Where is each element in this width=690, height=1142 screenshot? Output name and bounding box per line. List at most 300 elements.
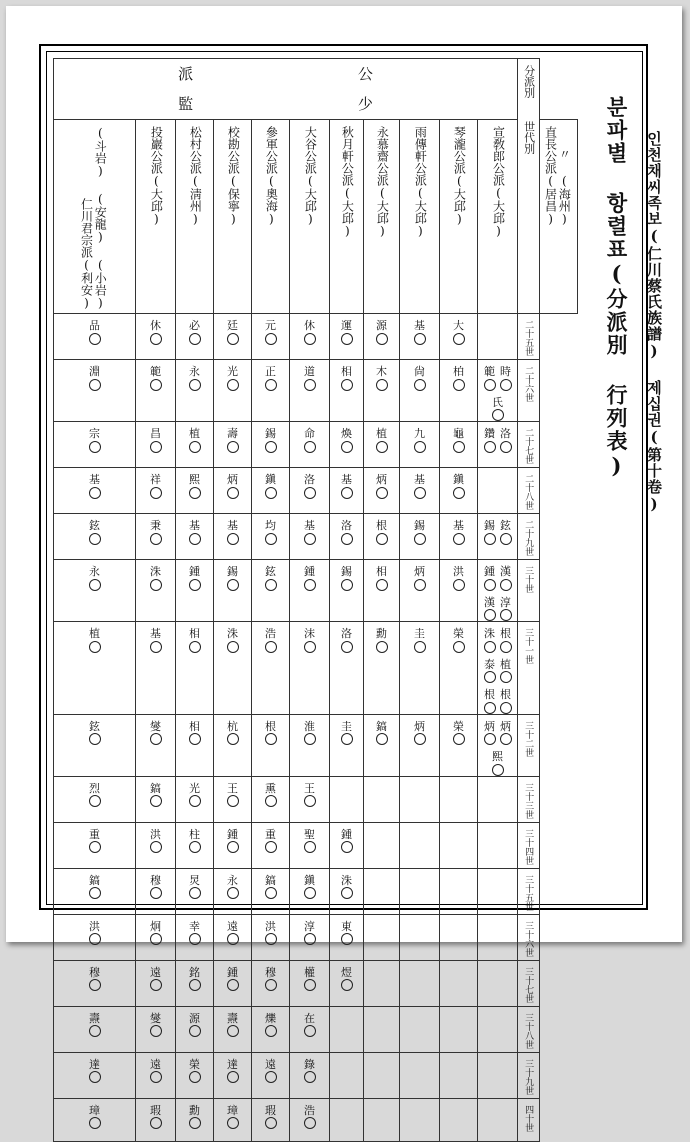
generation-name: 洙 [484,628,496,653]
name-circle-icon [265,641,277,653]
generation-label: 三十一世 [523,628,534,665]
name-circle-icon [500,671,512,683]
generation-name: 洙 [227,628,239,653]
name-cell [290,560,330,622]
generation-name: 根 [376,520,388,545]
generation-name: 聖 [304,829,316,854]
generation-name: 幸 [189,921,201,946]
name-circle-icon [150,379,162,391]
generation-name: 鍾 [304,566,316,591]
name-cell [136,776,176,822]
name-circle-icon [150,533,162,545]
generation-name: 休 [304,320,316,345]
name-cell [252,560,290,622]
name-circle-icon [89,795,101,807]
generation-name: 根 [500,628,512,653]
generation-name: 昌 [150,428,162,453]
name-circle-icon [265,441,277,453]
name-cell [364,360,400,422]
generation-name: 遠 [227,921,239,946]
name-cell [478,822,518,868]
generation-name: 基 [189,520,201,545]
generation-name: 璋 [89,1105,101,1130]
generation-name: 鍾 [227,829,239,854]
name-cell [364,422,400,468]
generation-name: 錫 [265,428,277,453]
name-circle-icon [189,441,201,453]
generation-name: 達 [227,1059,239,1084]
generation-name: 鎬 [376,721,388,746]
name-circle-icon [189,579,201,591]
name-circle-icon [189,733,201,745]
name-cell [330,1098,364,1141]
side-title: 인천채씨족보(仁川蔡氏族譜) 제십권(第十卷) [645,131,663,514]
generation-name: 永 [227,875,239,900]
generation-name: 穆 [89,967,101,992]
name-circle-icon [150,641,162,653]
generation-label: 二十八世 [523,474,534,511]
name-circle-icon [227,979,239,991]
name-circle-icon [189,1025,201,1037]
name-cell [214,914,252,960]
generation-name: 熏 [265,783,277,808]
name-cell [252,868,290,914]
name-cell [364,1052,400,1098]
generation-row [54,914,578,960]
generation-name: 鍾 [227,967,239,992]
generation-name: 範 [484,366,496,391]
generation-name: 祥 [150,474,162,499]
generation-label: 三十世 [523,566,534,594]
name-circle-icon [189,841,201,853]
name-circle-icon [376,579,388,591]
name-cell [440,560,478,622]
name-circle-icon [189,641,201,653]
name-cell [252,960,290,1006]
branch-label: 校勘公派(保寧) [226,126,241,226]
generation-name: 鎬 [150,783,162,808]
generation-row [54,560,578,622]
generation-name: 相 [376,566,388,591]
generation-name: 銘 [189,967,201,992]
name-circle-icon [189,795,201,807]
generation-row [54,422,578,468]
name-circle-icon [484,641,496,653]
name-circle-icon [341,379,353,391]
generation-name: 榮 [189,1059,201,1084]
name-circle-icon [341,441,353,453]
name-cell [478,468,518,514]
generation-label: 二十五世 [523,320,534,356]
name-circle-icon [304,1117,316,1129]
name-circle-icon [304,979,316,991]
name-circle-icon [265,887,277,899]
name-cell [176,360,214,422]
name-cell [290,514,330,560]
name-cell [364,514,400,560]
name-circle-icon [265,533,277,545]
name-cell [54,1098,136,1141]
name-cell [440,914,478,960]
name-cell [54,776,136,822]
name-cell [440,714,478,776]
generation-name: 永 [189,366,201,391]
name-cell [176,622,214,715]
name-cell [136,1052,176,1098]
name-circle-icon [500,379,512,391]
generation-label: 四十世 [523,1104,534,1132]
name-cell [440,422,478,468]
name-circle-icon [341,533,353,545]
branch-label: 大谷公派(大邱) [303,126,318,226]
name-circle-icon [376,641,388,653]
branch-sublabel: (斗岩) (安龍) (小岩) [93,126,108,310]
name-cell [252,1006,290,1052]
name-circle-icon [265,487,277,499]
name-circle-icon [89,579,101,591]
generation-name: 永 [89,566,101,591]
generation-name: 相 [341,366,353,391]
fenpai-label: 分派別 [522,65,536,98]
generation-name: 瑕 [265,1105,277,1130]
branch-header [54,120,136,314]
generation-label-cell [518,960,540,1006]
name-circle-icon [304,933,316,945]
name-cell [440,960,478,1006]
name-cell [400,714,440,776]
name-circle-icon [304,795,316,807]
name-cell [136,1098,176,1141]
generation-name: 炳 [376,474,388,499]
branch-header [290,120,330,314]
generation-name: 熙 [189,474,201,499]
name-circle-icon [265,1117,277,1129]
name-circle-icon [227,795,239,807]
name-circle-icon [265,933,277,945]
generation-name: 淳 [500,597,512,622]
generation-name: 洪 [453,566,465,591]
generation-row [54,1052,578,1098]
generation-name: 達 [89,1059,101,1084]
name-circle-icon [265,379,277,391]
name-cell [478,314,518,360]
generation-name: 炅 [189,875,201,900]
name-cell [54,914,136,960]
name-cell [364,1098,400,1141]
name-circle-icon [484,733,496,745]
name-circle-icon [89,979,101,991]
name-cell [54,468,136,514]
name-circle-icon [89,533,101,545]
name-circle-icon [376,333,388,345]
name-circle-icon [89,441,101,453]
generation-label: 二十七世 [523,428,534,465]
generation-name: 遠 [150,1059,162,1084]
name-cell [176,960,214,1006]
generation-label-cell [518,1006,540,1052]
generation-label: 三十八世 [523,1012,534,1049]
generation-label-cell [518,1052,540,1098]
name-circle-icon [304,733,316,745]
name-circle-icon [453,533,465,545]
branch-sublabel: 〃 (海州) [557,148,572,226]
name-circle-icon [150,441,162,453]
generation-name: 淵 [89,366,101,391]
name-cell [214,960,252,1006]
branch-label: 琴瀧公派(大邱) [452,126,467,226]
name-cell [214,822,252,868]
name-cell [176,560,214,622]
generation-name: 鍾 [484,566,496,591]
name-cell [440,514,478,560]
name-cell [136,560,176,622]
generation-name: 炳 [414,721,426,746]
generation-name: 基 [414,474,426,499]
generation-name: 鉉 [89,520,101,545]
name-cell [364,960,400,1006]
name-circle-icon [376,733,388,745]
generation-label-cell [518,514,540,560]
name-circle-icon [150,487,162,499]
generation-name: 休 [150,320,162,345]
generation-name: 浩 [304,1105,316,1130]
name-cell [252,714,290,776]
name-circle-icon [453,333,465,345]
generation-name: 炳 [500,721,512,746]
name-cell [440,776,478,822]
generation-name: 基 [89,474,101,499]
generation-name: 瑕 [150,1105,162,1130]
name-circle-icon [89,1025,101,1037]
generation-label-cell [518,714,540,776]
name-cell [214,868,252,914]
generation-name: 權 [304,967,316,992]
generation-label: 二十九世 [523,520,534,557]
generation-name: 相 [189,721,201,746]
name-cell [252,822,290,868]
name-circle-icon [189,933,201,945]
name-cell [136,714,176,776]
generation-name: 漢 [484,597,496,622]
name-cell [176,1006,214,1052]
branch-label: 宣敎郎公派(大邱) [491,126,506,238]
name-cell [364,314,400,360]
name-cell [364,1006,400,1052]
name-cell [252,776,290,822]
generation-name: 時 [500,366,512,391]
name-circle-icon [227,1071,239,1083]
generation-name: 重 [265,829,277,854]
generation-name: 煜 [341,967,353,992]
generation-row [54,468,578,514]
generation-name: 遠 [265,1059,277,1084]
name-circle-icon [304,579,316,591]
generation-name: 基 [304,520,316,545]
name-circle-icon [227,1117,239,1129]
name-cell [290,360,330,422]
name-circle-icon [414,579,426,591]
name-circle-icon [453,641,465,653]
name-cell [290,914,330,960]
generation-name: 煥 [341,428,353,453]
name-cell [214,560,252,622]
name-circle-icon [341,487,353,499]
name-cell [54,714,136,776]
generation-name: 杭 [227,721,239,746]
name-circle-icon [414,641,426,653]
name-circle-icon [89,733,101,745]
name-cell [478,360,518,422]
name-circle-icon [89,933,101,945]
name-circle-icon [150,333,162,345]
document-page [6,6,682,1132]
generation-row [54,960,578,1006]
name-circle-icon [304,1025,316,1037]
generation-label: 三十九世 [523,1058,534,1095]
name-circle-icon [227,841,239,853]
generation-row [54,822,578,868]
name-circle-icon [150,887,162,899]
generation-name: 運 [341,320,353,345]
generation-name: 必 [189,320,201,345]
name-cell [54,822,136,868]
branch-header [330,120,364,314]
branch-label: 秋月軒公派(大邱) [340,126,355,238]
name-circle-icon [500,579,512,591]
name-cell [478,1098,518,1141]
name-cell [364,560,400,622]
generation-name: 根 [484,689,496,714]
name-cell [400,560,440,622]
name-circle-icon [227,1025,239,1037]
name-circle-icon [265,795,277,807]
name-circle-icon [89,333,101,345]
generation-name: 榮 [453,628,465,653]
generation-label: 二十六世 [523,366,534,402]
name-cell [400,360,440,422]
generation-name: 圭 [341,721,353,746]
name-cell [214,1052,252,1098]
name-cell [176,314,214,360]
branch-label: 直長公派(居昌) [543,126,558,226]
branch-label: 永慕齋公派(大邱) [375,126,390,238]
name-cell [252,1098,290,1141]
name-circle-icon [189,887,201,899]
name-cell [136,914,176,960]
generation-row [54,514,578,560]
name-cell [214,714,252,776]
generation-name: 秉 [150,520,162,545]
name-cell [478,1006,518,1052]
generation-name: 均 [265,520,277,545]
name-circle-icon [304,887,316,899]
name-cell [330,1006,364,1052]
name-cell [136,822,176,868]
name-cell [214,422,252,468]
name-cell [364,914,400,960]
branch-header [136,120,176,314]
branch-label: 投巖公派(大邱) [149,126,164,226]
name-cell [176,914,214,960]
name-circle-icon [414,733,426,745]
name-circle-icon [304,379,316,391]
name-cell [364,714,400,776]
name-circle-icon [484,379,496,391]
name-cell [364,776,400,822]
generation-name: 炳 [227,474,239,499]
generation-label-cell [518,360,540,422]
branch-header [478,120,518,314]
name-cell [290,868,330,914]
name-cell [290,422,330,468]
name-cell [252,622,290,715]
name-circle-icon [341,841,353,853]
name-cell [330,960,364,1006]
name-cell [252,314,290,360]
generation-name: 光 [189,783,201,808]
name-circle-icon [150,579,162,591]
generation-label-cell [518,1098,540,1141]
generation-name: 遠 [150,967,162,992]
generation-name: 淳 [304,921,316,946]
name-cell [440,822,478,868]
generation-label: 三十二世 [523,720,534,757]
name-cell [330,868,364,914]
name-cell [364,468,400,514]
generation-name: 基 [414,320,426,345]
name-cell [214,360,252,422]
name-cell [400,1098,440,1141]
name-cell [176,1052,214,1098]
generation-name: 穆 [265,967,277,992]
name-circle-icon [304,533,316,545]
generation-name: 光 [227,366,239,391]
name-cell [176,468,214,514]
generation-name: 淮 [304,721,316,746]
name-circle-icon [89,841,101,853]
generation-name: 燮 [150,1013,162,1038]
generation-name: 洛 [500,428,512,453]
name-circle-icon [341,333,353,345]
name-circle-icon [150,933,162,945]
generation-name: 宗 [89,428,101,453]
name-cell [400,960,440,1006]
name-circle-icon [227,641,239,653]
shidai-label: 世代別 [522,121,536,154]
generation-label-cell [518,868,540,914]
name-cell [54,314,136,360]
name-circle-icon [265,841,277,853]
name-circle-icon [414,333,426,345]
name-circle-icon [304,441,316,453]
name-cell [136,960,176,1006]
name-circle-icon [341,733,353,745]
name-cell [478,960,518,1006]
branch-label: 雨傳軒公派(大邱) [413,126,428,238]
name-cell [176,1098,214,1141]
name-circle-icon [453,487,465,499]
name-circle-icon [265,1071,277,1083]
name-circle-icon [227,487,239,499]
name-circle-icon [341,979,353,991]
generation-name: 鎬 [89,875,101,900]
name-circle-icon [89,487,101,499]
name-cell [400,468,440,514]
name-cell [54,868,136,914]
name-circle-icon [150,1117,162,1129]
generation-row [54,1006,578,1052]
name-cell [290,714,330,776]
